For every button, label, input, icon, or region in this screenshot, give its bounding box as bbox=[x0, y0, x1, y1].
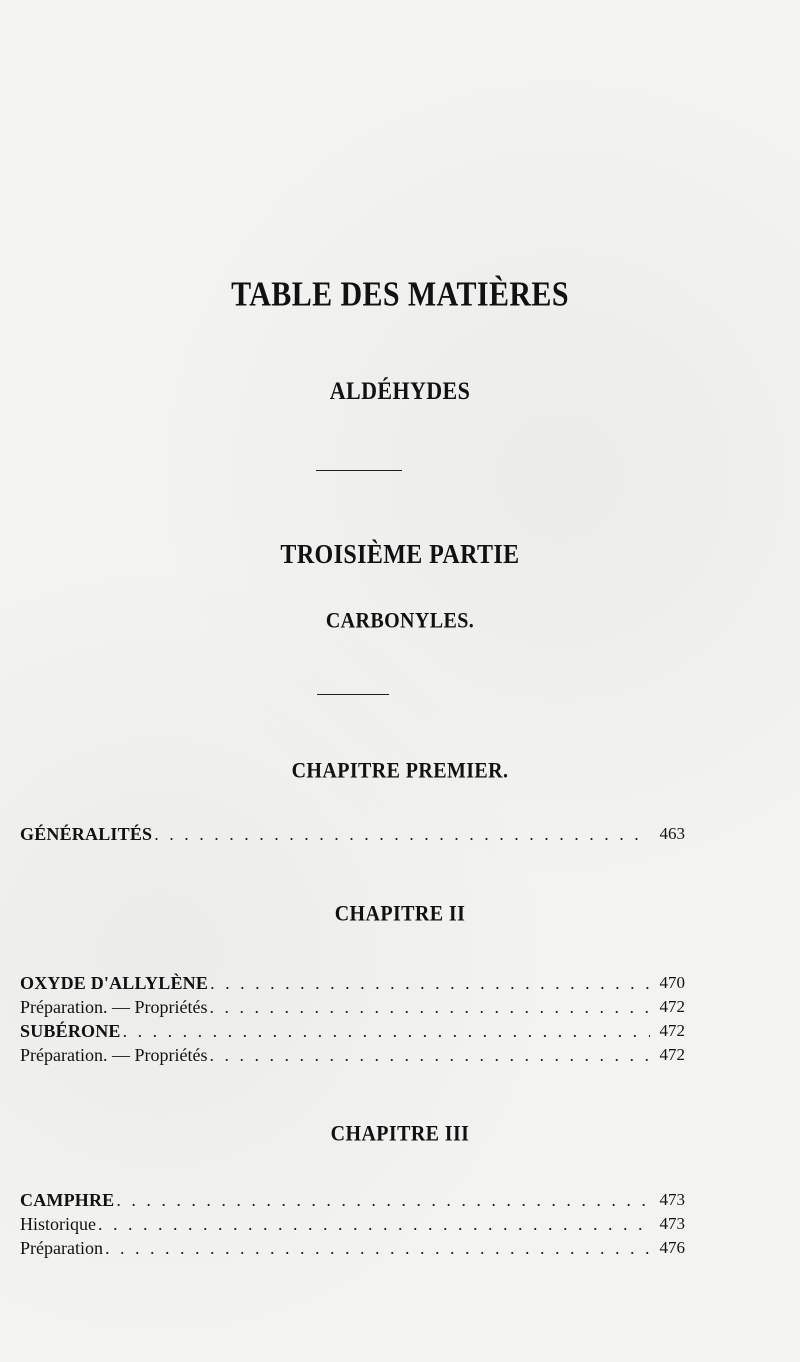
toc-leader-dots bbox=[209, 998, 650, 1016]
toc-entry-page: 470 bbox=[659, 973, 685, 992]
toc-entry[interactable] bbox=[20, 1209, 685, 1233]
toc-entry-page: 472 bbox=[659, 1045, 685, 1064]
toc-entry[interactable] bbox=[20, 819, 685, 843]
divider-rule-2 bbox=[317, 694, 389, 695]
toc-leader-dots bbox=[154, 825, 650, 843]
toc-entry[interactable] bbox=[20, 1040, 685, 1064]
divider-rule-1 bbox=[316, 470, 402, 471]
chapter-1-title: CHAPITRE PREMIER. bbox=[291, 758, 509, 784]
toc-entry-page: 476 bbox=[659, 1238, 685, 1257]
toc-entry-page: 463 bbox=[659, 824, 685, 843]
part-title: TROISIÈME PARTIE bbox=[280, 539, 520, 570]
chapter-2-title: CHAPITRE II bbox=[334, 901, 466, 927]
toc-entry-label: Préparation. — Propriétés bbox=[20, 997, 208, 1017]
toc-entry[interactable] bbox=[20, 1185, 685, 1209]
toc-entry-page: 472 bbox=[659, 1021, 685, 1040]
toc-entry[interactable] bbox=[20, 968, 685, 992]
toc-leader-dots bbox=[123, 1022, 650, 1040]
toc-entry-label: GÉNÉRALITÉS bbox=[20, 824, 153, 844]
toc-entry[interactable] bbox=[20, 1233, 685, 1257]
toc-entry-label: Préparation. — Propriétés bbox=[20, 1045, 208, 1065]
toc-entry-page: 473 bbox=[659, 1190, 685, 1209]
toc-leader-dots bbox=[98, 1215, 650, 1233]
toc-entry-label: OXYDE D'ALLYLÈNE bbox=[20, 973, 209, 993]
toc-entry-label: CAMPHRE bbox=[20, 1190, 115, 1210]
chapter-3-title: CHAPITRE III bbox=[330, 1121, 470, 1147]
toc-entry-label: SUBÉRONE bbox=[20, 1021, 121, 1041]
toc-leader-dots bbox=[209, 1046, 650, 1064]
toc-leader-dots bbox=[116, 1191, 650, 1209]
toc-entry-label: Historique bbox=[20, 1214, 96, 1234]
toc-entry-page: 472 bbox=[659, 997, 685, 1016]
toc-entry-page: 473 bbox=[659, 1214, 685, 1233]
toc-leader-dots bbox=[210, 974, 650, 992]
toc-entry[interactable] bbox=[20, 992, 685, 1016]
toc-leader-dots bbox=[105, 1239, 650, 1257]
toc-entry-label: Préparation bbox=[20, 1238, 103, 1258]
part-subtitle: CARBONYLES. bbox=[325, 608, 475, 634]
toc-entry[interactable] bbox=[20, 1016, 685, 1040]
main-title: TABLE DES MATIÈRES bbox=[231, 274, 569, 314]
section-title-aldehydes: ALDÉHYDES bbox=[329, 376, 471, 405]
